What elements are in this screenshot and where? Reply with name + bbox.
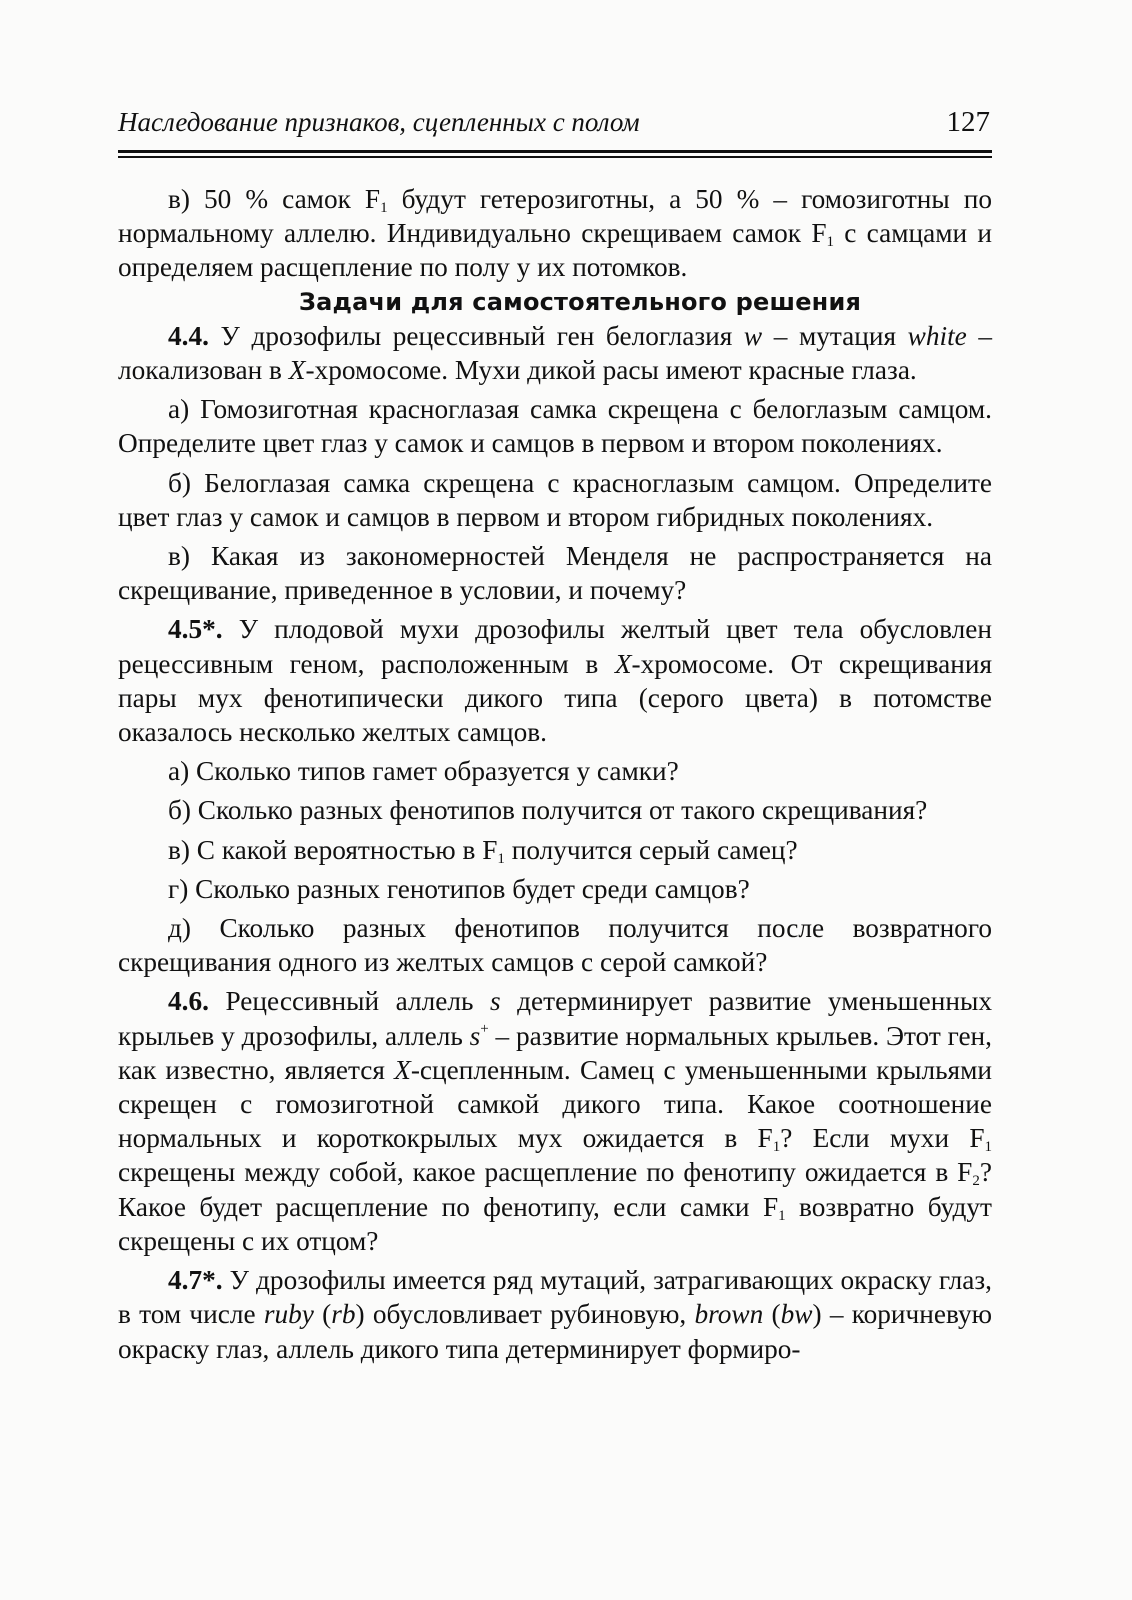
task-4-5-question-a: а) Сколько типов гамет образуется у самки?	[168, 756, 679, 787]
task-4-5-question-d: г) Сколько разных генотипов будет среди самцов?	[168, 873, 750, 904]
running-header	[118, 106, 990, 139]
intro-paragraph: в) 50 % самок $F_1$ будут гетерозиготны, а 50 % – гомозиготны по нормальному аллелю. Индивидуально скрещиваем самок $F_1$ с самцами и определяем расщепление по полу у их потомков.	[118, 184, 993, 283]
task-number: 4.7*.	[168, 1265, 223, 1296]
task-number: 4.6.	[168, 986, 209, 1017]
section-heading: Задачи для самостоятельного решения	[298, 287, 862, 316]
task-4-4-question-b: б) Белоглазая самка скрещена с красноглазым самцом. Определите цвет глаз у самок и самцов в первом и втором гибридных поколениях.	[118, 467, 992, 532]
header-rule-thick	[118, 150, 992, 153]
task-4-4: 4.4. У дрозофилы рецессивный ген белоглазия w – мутация white – локализован в X-хромосоме. Мухи дикой расы имеют красные глаза.	[118, 320, 992, 386]
task-4-5-question-c: в) С какой вероятностью в $F_1$ получится серый самец?	[168, 834, 798, 867]
task-number: 4.4.	[168, 320, 209, 351]
task-number: 4.5*.	[168, 614, 223, 645]
task-4-5: 4.5*. У плодовой мухи дрозофилы желтый цвет тела обусловлен рецессивным геном, расположенным в X-хромосоме. От скрещивания пары мух фенотипически дикого типа (серого цвета) в потомстве оказалось несколько желтых самцов.	[118, 614, 992, 748]
task-4-4-question-a: а) Гомозиготная красноглазая самка скрещена с белоглазым самцом. Определите цвет глаз у самок и самцов в первом и втором поколениях.	[118, 394, 992, 459]
running-header-title: Наследование признаков, сцепленных с полом	[118, 107, 640, 137]
task-4-7: 4.7*. У дрозофилы имеется ряд мутаций, затрагивающих окраску глаз, в том числе ruby (rb) обусловливает рубиновую, brown (bw) – коричневую окраску глаз, аллель дикого типа детерминирует формиро-	[118, 1265, 992, 1364]
task-4-4-question-c: в) Какая из закономерностей Менделя не распространяется на скрещивание, приведенное в условии, и почему?	[118, 541, 992, 606]
task-4-5-question-e: д) Сколько разных фенотипов получится после возвратного скрещивания одного из желтых самцов с серой самкой?	[118, 913, 992, 978]
task-4-5-question-b: б) Сколько разных фенотипов получится от такого скрещивания?	[168, 795, 928, 826]
page-content	[118, 182, 992, 1371]
header-rule-thin	[118, 156, 992, 158]
task-4-6: 4.6. Рецессивный аллель s детерминирует развитие уменьшенных крыльев у дрозофилы, аллель s+ – развитие нормальных крыльев. Этот ген, как известно, является X-сцепленным. Самец с уменьшенными крыльями скрещен с гомозиготной самкой дикого типа. Какое соотношение нормальных и короткокрылых мух ожидается в $F_1$? Если мухи $F_1$ скрещены между собой, какое расщепление по фенотипу ожидается в $F_2$? Какое будет расщепление по фенотипу, если самки $F_1$ возвратно будут скрещены с их отцом?	[118, 986, 993, 1256]
page-number: 127	[946, 106, 990, 138]
